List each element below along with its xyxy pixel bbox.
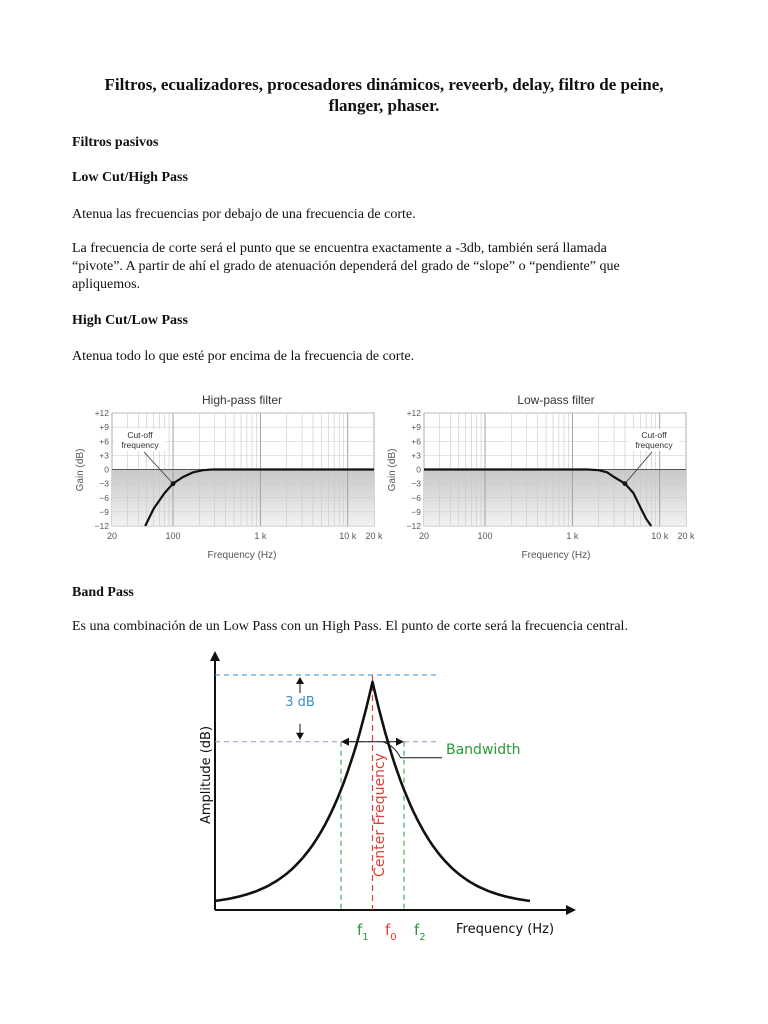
db-arrow-head <box>296 733 304 740</box>
y-tick-label: +9 <box>411 422 421 433</box>
y-axis-label: Amplitude (dB) <box>199 725 214 825</box>
heading-low-cut: Low Cut/High Pass <box>72 170 188 185</box>
x-tick-label: 10 k <box>651 531 669 541</box>
paragraph-band-pass: Es una combinación de un Low Pass con un High Pass. El punto de corte será la frecuencia central. <box>72 619 628 634</box>
y-tick-label: +6 <box>411 436 421 447</box>
y-tick-label: +3 <box>411 450 421 461</box>
y-tick-label: +12 <box>94 408 109 418</box>
y-axis-label: Gain (dB) <box>387 448 398 492</box>
db-arrow-head <box>296 677 304 684</box>
x-axis-label: Frequency (Hz) <box>521 550 591 561</box>
y-tick-label: 0 <box>104 464 109 475</box>
x-tick-label: 20 k <box>677 531 695 541</box>
x-axis-label: Frequency (Hz) <box>207 550 277 561</box>
f0-label: $f_0$ <box>385 921 397 943</box>
high-pass-filter-chart <box>72 388 384 568</box>
low-pass-filter-chart <box>384 388 696 568</box>
x-tick-label: 20 k <box>365 531 383 541</box>
y-axis-arrow <box>210 651 220 661</box>
section-heading-passive: Filtros pasivos <box>72 135 159 150</box>
y-tick-label: −3 <box>99 478 109 489</box>
paragraph-line: “pivote”. A partir de ahí el grado de atenuación dependerá del grado de “slope” o “pendiente” que <box>72 259 620 274</box>
y-tick-label: −6 <box>99 492 109 503</box>
x-axis-arrow <box>566 905 576 915</box>
x-tick-label: 1 k <box>254 531 267 541</box>
y-tick-label: −9 <box>411 506 421 517</box>
paragraph-high-cut: Atenua todo lo que esté por encima de la frecuencia de corte. <box>72 349 415 364</box>
title-line-1: Filtros, ecualizadores, procesadores dinámicos, reveerb, delay, filtro de peine, <box>104 75 664 94</box>
x-tick-label: 100 <box>477 531 493 541</box>
x-tick-label: 1 k <box>566 531 579 541</box>
annotation-text: Cut-off <box>127 430 153 440</box>
band-pass-diagram <box>190 645 580 955</box>
bandwidth-arrow-head <box>396 738 404 746</box>
f2-label: $f_2$ <box>414 921 426 943</box>
annotation-text: Cut-off <box>641 430 667 440</box>
y-tick-label: +9 <box>99 422 109 433</box>
y-tick-label: +12 <box>406 408 421 418</box>
x-tick-label: 20 <box>106 531 118 541</box>
x-axis-label: Frequency (Hz) <box>456 922 555 937</box>
bandwidth-label: Bandwidth <box>446 742 521 758</box>
y-tick-label: +6 <box>99 436 109 447</box>
x-tick-label: 100 <box>165 531 181 541</box>
center-frequency-label: Center Frequency <box>372 753 388 877</box>
bandwidth-arrow-head <box>341 738 349 746</box>
y-tick-label: −12 <box>94 521 109 531</box>
paragraph-low-cut-2 <box>72 240 692 294</box>
chart-title: Low-pass filter <box>517 393 595 407</box>
y-tick-label: +3 <box>99 450 109 461</box>
y-tick-label: −6 <box>411 492 421 503</box>
paragraph-line: apliquemos. <box>72 277 141 292</box>
title-line-2: flanger, phaser. <box>328 96 440 115</box>
chart-title: High-pass filter <box>201 393 283 407</box>
db-label: 3 dB <box>285 695 315 710</box>
annotation-text: frequency <box>635 440 673 450</box>
annotation-text: frequency <box>121 440 159 450</box>
y-tick-label: −3 <box>411 478 421 489</box>
paragraph-line: La frecuencia de corte será el punto que se encuentra exactamente a -3db, también será llamada <box>72 241 607 256</box>
y-tick-label: −9 <box>99 506 109 517</box>
x-tick-label: 20 <box>418 531 430 541</box>
y-tick-label: 0 <box>416 464 421 475</box>
heading-band-pass: Band Pass <box>72 585 134 600</box>
f1-label: $f_1$ <box>357 921 369 943</box>
x-tick-label: 10 k <box>339 531 357 541</box>
paragraph-low-cut-1: Atenua las frecuencias por debajo de una frecuencia de corte. <box>72 207 416 222</box>
heading-high-cut: High Cut/Low Pass <box>72 313 188 328</box>
y-axis-label: Gain (dB) <box>75 448 86 492</box>
document-title <box>60 74 708 116</box>
y-tick-label: −12 <box>406 521 421 531</box>
